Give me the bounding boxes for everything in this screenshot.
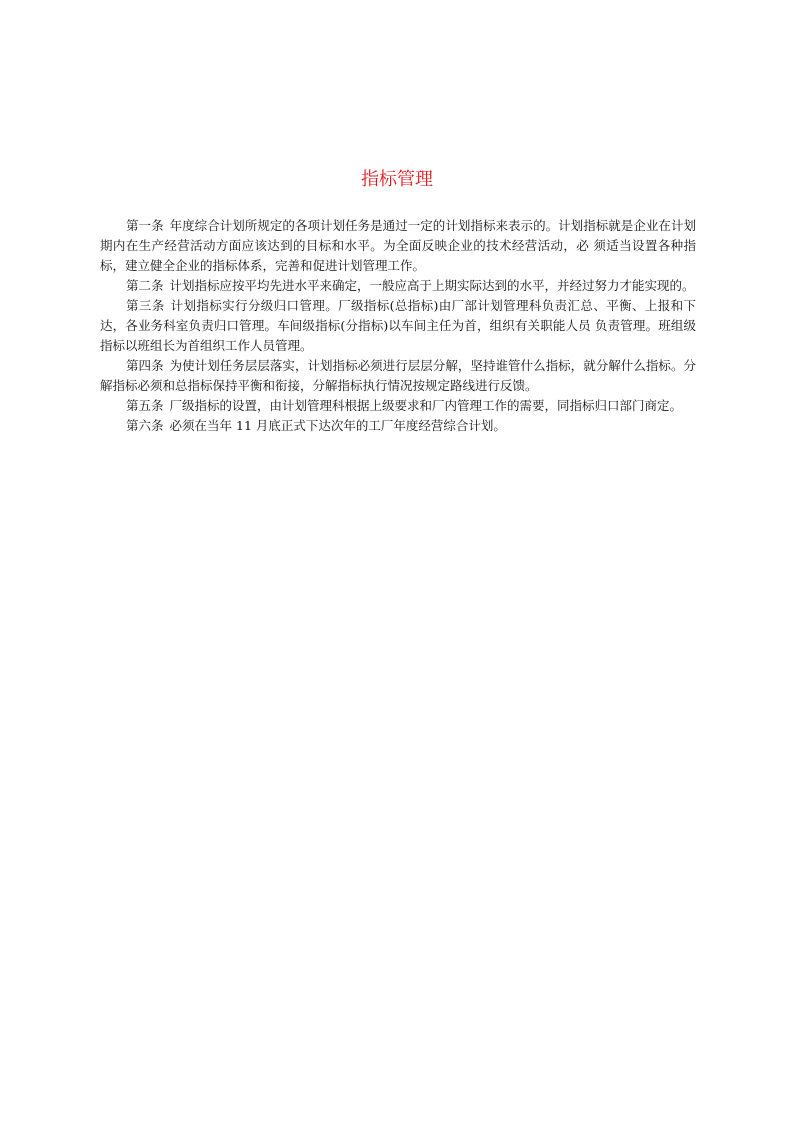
clause-text: 为使计划任务层层落实，计划指标必须进行层层分解，坚持谁管什么指标，就分解什么指标。分解指标必须和总指标保持平衡和衔接，分解指标执行情况按规定路线进行反馈。: [100, 358, 696, 393]
clause-5: [100, 396, 696, 416]
clause-number: 第六条: [126, 418, 164, 433]
document-body: [100, 216, 696, 436]
clause-number: 第一条: [126, 218, 164, 233]
clause-3: [100, 296, 696, 356]
clause-number: 第二条: [126, 278, 164, 293]
clause-6: [100, 416, 696, 436]
clause-text: 计划指标实行分级归口管理。厂级指标(总指标)由厂部计划管理科负责汇总、平衡、上报和下达，各业务科室负责归口管理。车间级指标(分指标)以车间主任为首，组织有关职能人员 负责管理。班组级指标以班组长为首组织工作人员管理。: [100, 298, 696, 353]
clause-number: 第四条: [126, 358, 164, 373]
document-title: 指标管理: [361, 169, 433, 190]
clause-number: 第五条: [126, 398, 164, 413]
clause-4: [100, 356, 696, 396]
clause-number: 第三条: [126, 298, 165, 313]
clause-text: 年度综合计划所规定的各项计划任务是通过一定的计划指标来表示的。计划指标就是企业在计划期内在生产经营活动方面应该达到的目标和水平。为全面反映企业的技术经营活动，必 须适当设置各种指标，建立健全企业的指标体系，完善和促进计划管理工作。: [100, 218, 696, 273]
clause-text: 必须在当年 11 月底正式下达次年的工厂年度经营综合计划。: [169, 418, 506, 433]
clause-text: 计划指标应按平均先进水平来确定，一般应高于上期实际达到的水平，并经过努力才能实现的。: [169, 278, 695, 293]
clause-1: [100, 216, 696, 276]
clause-text: 厂级指标的设置，由计划管理科根据上级要求和厂内管理工作的需要，同指标归口部门商定。: [169, 398, 683, 413]
clause-2: [100, 276, 696, 296]
